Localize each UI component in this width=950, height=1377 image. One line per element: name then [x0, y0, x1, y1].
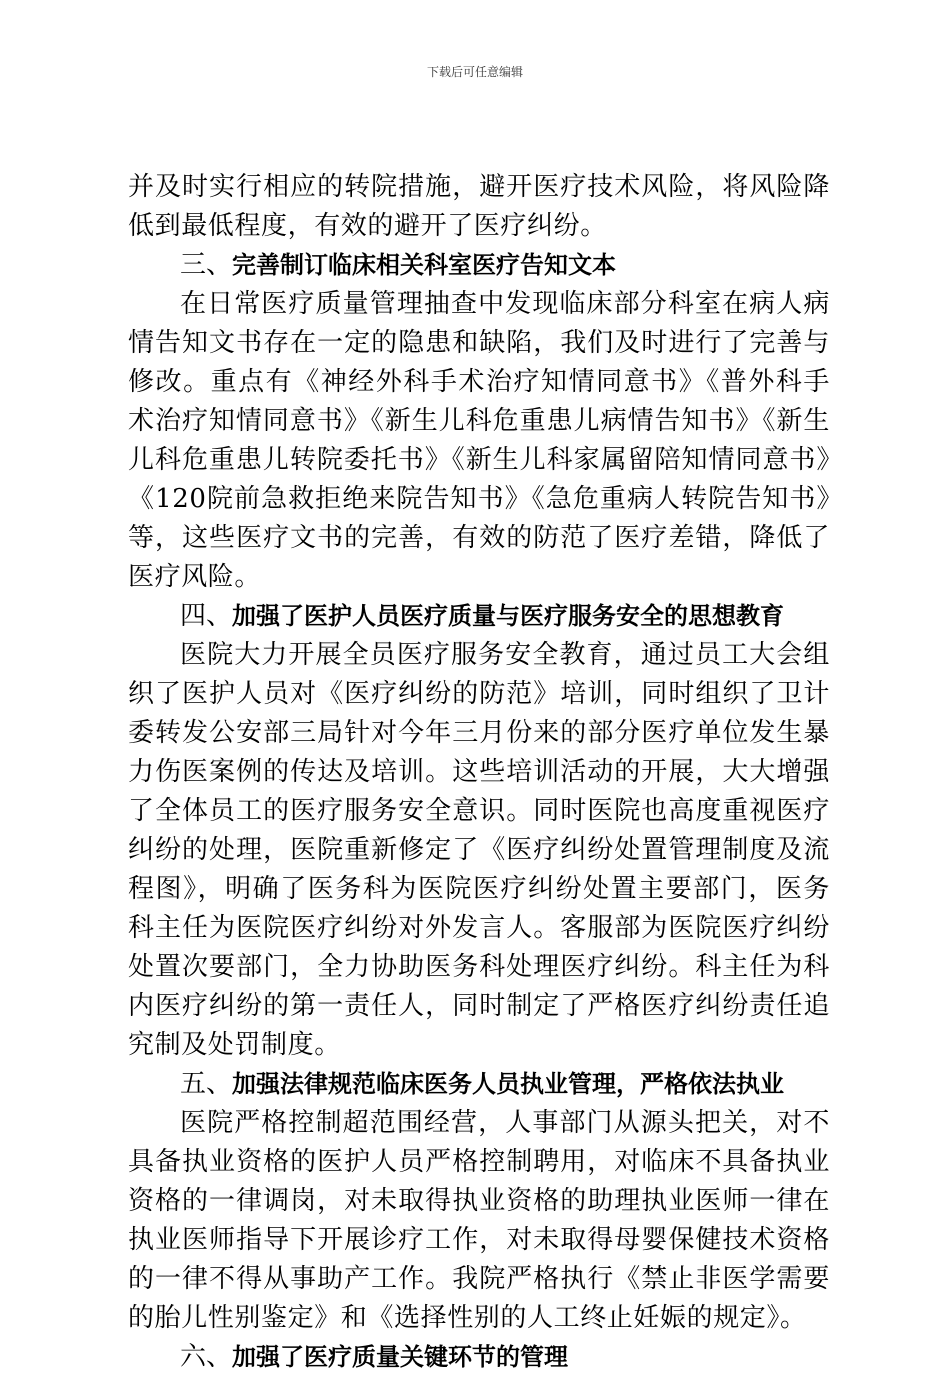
section-title: 加强法律规范临床医务人员执业管理，严格依法执业 — [232, 1070, 785, 1098]
section-number: 六、 — [180, 1342, 233, 1372]
document-body — [128, 168, 830, 1377]
paragraph-section-4: 医院大力开展全员医疗服务安全教育，通过员工大会组织了医护人员对《医疗纠纷的防范》培训，同时组织了卫计委转发公安部三局针对今年三月份来的部分医疗单位发生暴力伤医案例的传达及培训。这些培训活动的开展，大大增强了全体员工的医疗服务安全意识。同时医院也高度重视医疗纠纷的处理，医院重新修定了《医疗纠纷处置管理制度及流程图》，明确了医务科为医院医疗纠纷处置主要部门，医务科主任为医院医疗纠纷对外发言人。客服部为医院医疗纠纷处置次要部门，全力协助医务科处理医疗纠纷。科主任为科内医疗纠纷的第一责任人，同时制定了严格医疗纠纷责任追究制及处罚制度。 — [128, 640, 830, 1060]
section-number: 三、 — [180, 250, 233, 280]
section-heading-4 — [128, 597, 830, 636]
section-title: 完善制订临床相关科室医疗告知文本 — [232, 251, 617, 279]
section-title: 加强了医护人员医疗质量与医疗服务安全的思想教育 — [232, 602, 785, 630]
paragraph-section-3: 在日常医疗质量管理抽查中发现临床部分科室在病人病情告知文书存在一定的隐患和缺陷，我们及时进行了完善与修改。重点有《神经外科手术治疗知情同意书》《普外科手术治疗知情同意书》《新生儿科危重患儿病情告知书》《新生儿科危重患儿转院委托书》《新生儿科家属留陪知情同意书》《120院前急救拒绝来院告知书》《急危重病人转院告知书》等，这些医疗文书的完善，有效的防范了医疗差错，降低了医疗风险。 — [128, 289, 830, 592]
section-number: 五、 — [180, 1069, 233, 1099]
page-header: 下载后可任意编辑 — [426, 65, 523, 79]
section-title: 加强了医疗质量关键环节的管理 — [232, 1343, 569, 1371]
paragraph-continuation: 并及时实行相应的转院措施，避开医疗技术风险，将风险降低到最低程度，有效的避开了医疗纠纷。 — [128, 172, 830, 241]
section-heading-5 — [128, 1065, 830, 1104]
paragraph-section-5: 医院严格控制超范围经营，人事部门从源头把关，对不具备执业资格的医护人员严格控制聘用，对临床不具备执业资格的一律调岗，对未取得执业资格的助理执业医师一律在执业医师指导下开展诊疗工作，对未取得母婴保健技术资格的一律不得从事助产工作。我院严格执行《禁止非医学需要的胎儿性别鉴定》和《选择性别的人工终止妊娠的规定》。 — [128, 1108, 830, 1333]
section-number: 四、 — [180, 601, 233, 631]
section-heading-3 — [128, 246, 830, 285]
